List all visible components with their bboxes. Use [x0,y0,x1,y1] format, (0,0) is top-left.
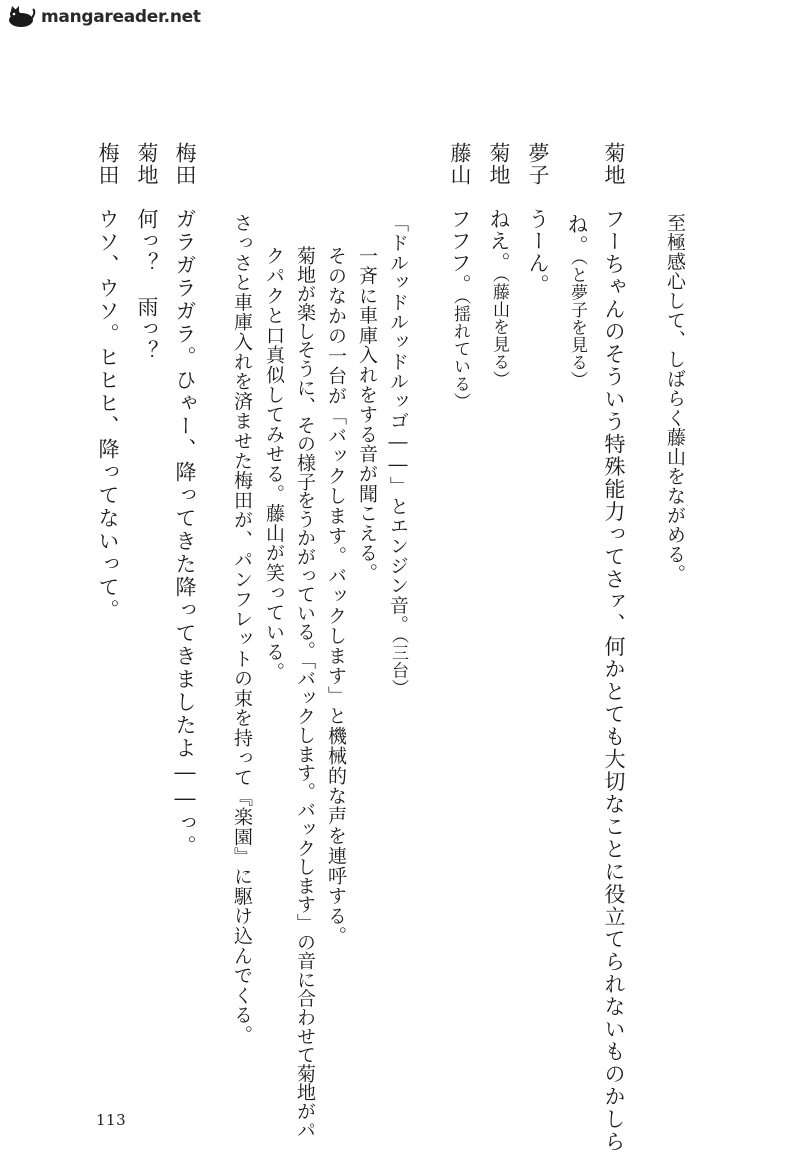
stage-direction-text: 至極感心して、しばらく藤山をながめる。 [664,213,686,584]
cat-mascot-icon [6,6,36,28]
script-column [488,142,509,388]
dialogue-text: ガラガラガラ。ひゃー、降ってきた降ってきましたよ――っ。 [173,208,197,858]
speaker-name: 菊地 [135,142,159,186]
script-column [449,142,470,410]
script-column [527,142,548,296]
script-column [136,142,157,362]
script-column [232,213,251,1045]
speaker-name: 藤山 [448,142,472,186]
stage-note: （揺れている） [450,296,470,410]
stage-note: （と夢子を見る） [567,257,587,389]
stage-direction-text: そのなかの一台が「バックします。バックします」と機械的な声を連呼する。 [325,246,347,946]
dialogue-text: フーちゃんのそういう特殊能力ってさァ、何かとても大切なことに役立てられないものかしら [602,208,626,1153]
dialogue-text: うーん。 [526,208,550,296]
dialogue-text: ウソ、ウソ。ヒヒヒ、降ってないって。 [96,208,120,622]
dialogue-text: ね。 [565,213,589,257]
stage-direction-text: 一斉に車庫入れをする音が聞こえる。 [356,246,378,583]
watermark-text: mangareader.net [41,7,201,27]
speaker-name: 菊地 [487,142,511,186]
stage-direction-text: 「ドルッドルッドルッゴ――」とエンジン音。 [387,213,409,635]
script-column [357,246,376,583]
stage-direction-text: さっさと車庫入れを済ませた梅田が、パンフレットの束を持って『楽園』に駆け込んでくる。 [231,213,253,1045]
speaker-name: 菊地 [602,142,626,186]
script-column [388,213,407,696]
script-column [97,142,118,622]
script-column [264,246,283,682]
stage-note: （藤山を見る） [489,274,509,388]
speaker-name: 梅田 [96,142,120,186]
script-column [326,246,345,946]
script-column [603,142,624,1153]
script-column [174,142,195,858]
speaker-name: 梅田 [173,142,197,186]
stage-note: （三台） [388,634,408,697]
speaker-name: 夢子 [526,142,550,186]
script-column [665,213,684,584]
dialogue-text: ねえ。 [487,208,511,274]
stage-direction-text: クパクと口真似してみせる。藤山が笑っている。 [263,246,285,682]
dialogue-text: 何っ？ 雨っ？ [135,208,159,362]
dialogue-text: フフフ。 [448,208,472,296]
watermark [6,4,201,30]
script-column [566,213,587,389]
page-number: 113 [96,1111,127,1129]
stage-direction-text: 菊地が楽しそうに、その様子をうかがっている。「バックします。バックします」の音に合わせて菊地がパ [294,246,316,1139]
script-column [295,246,314,1139]
